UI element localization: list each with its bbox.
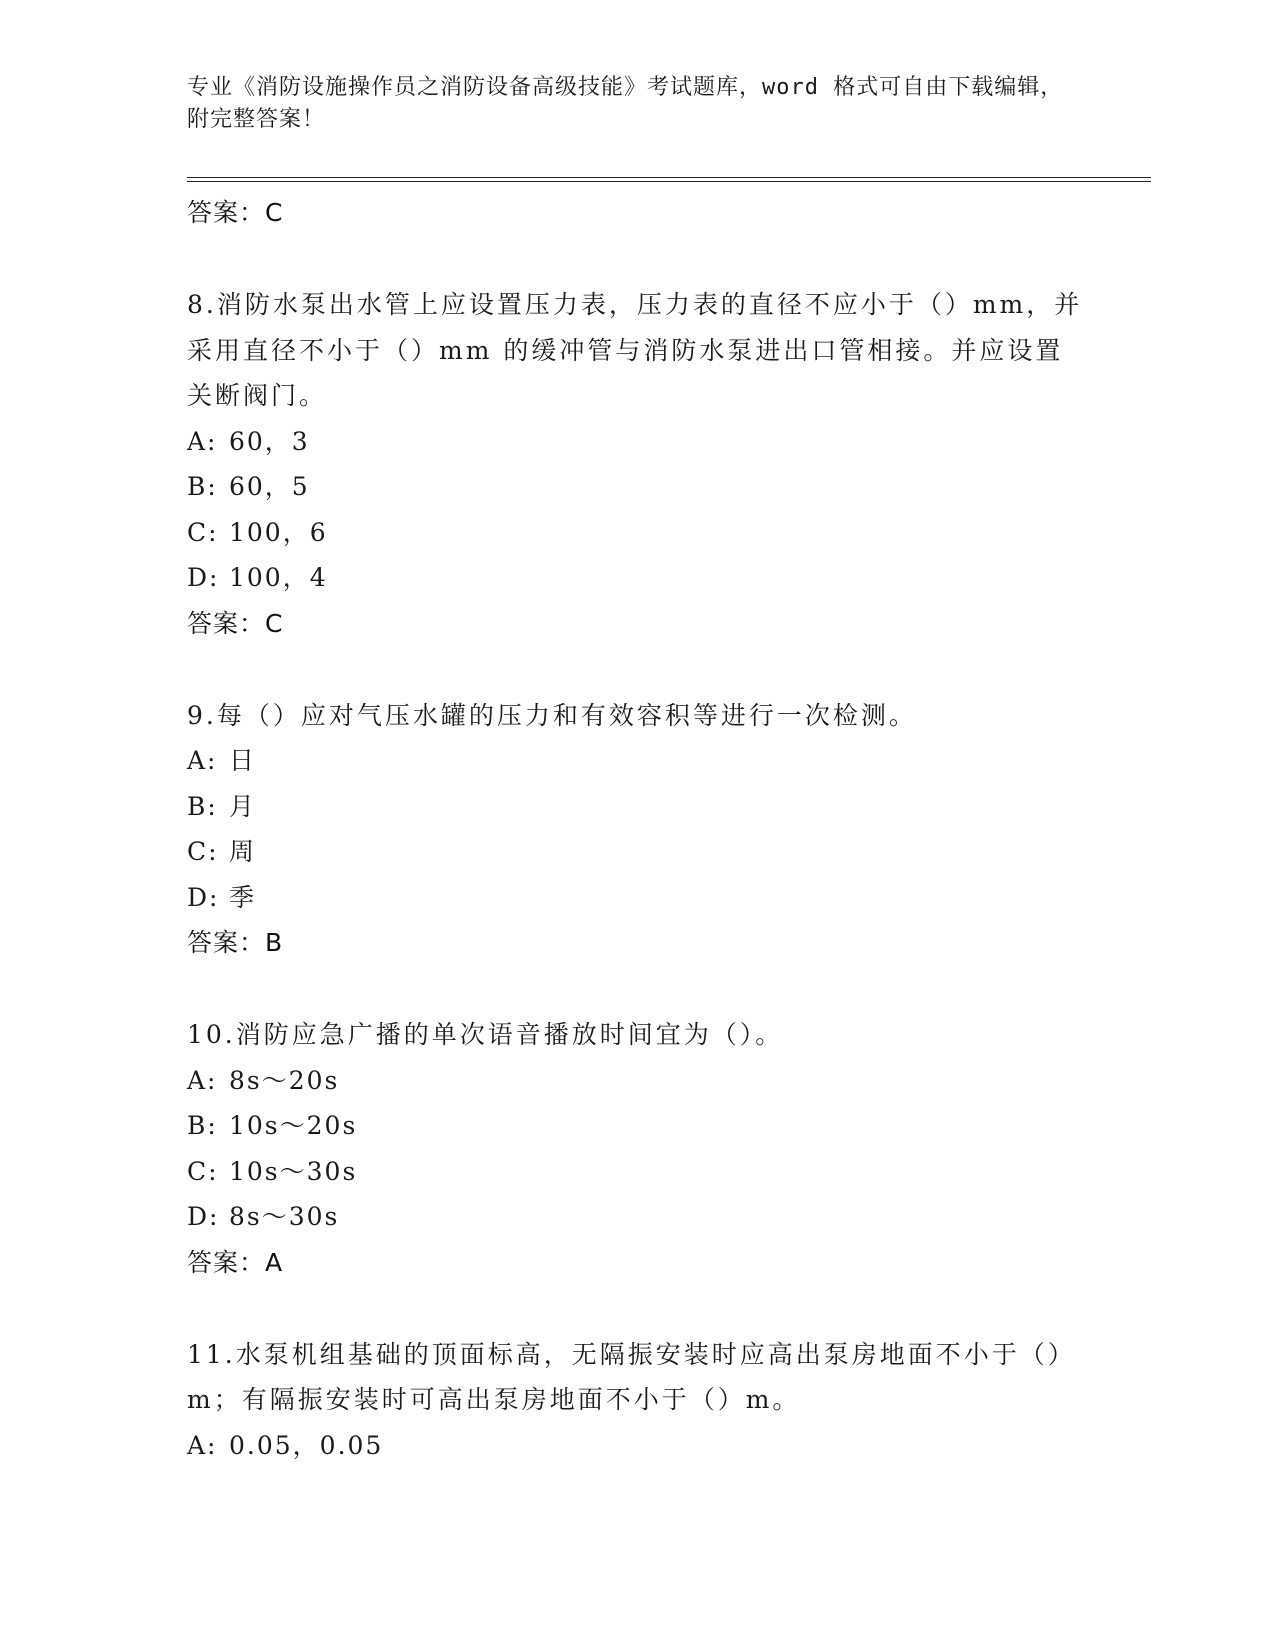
- answer-line: 答案：B: [187, 928, 284, 957]
- answer-line: 答案：A: [187, 1247, 284, 1277]
- option-c: [187, 1149, 1087, 1195]
- option-text: 季: [229, 882, 257, 912]
- option-a: [187, 1423, 1087, 1469]
- option-text: 10s～30s: [229, 1156, 358, 1186]
- option-key: D:: [187, 1202, 220, 1231]
- option-d: [187, 555, 1087, 601]
- option-text: 月: [229, 791, 257, 821]
- option-d: [187, 875, 1087, 921]
- question-stem: 10.消防应急广播的单次语音播放时间宜为（）。: [187, 1020, 784, 1049]
- option-b: [187, 1103, 1087, 1149]
- option-text: 8s～30s: [229, 1202, 340, 1231]
- option-a: [187, 1058, 1087, 1104]
- option-key: C:: [187, 1156, 219, 1186]
- question-9: [187, 693, 1087, 967]
- question-stem: 9.每（）应对气压水罐的压力和有效容积等进行一次检测。: [187, 700, 917, 730]
- option-text: 0.05，0.05: [229, 1430, 384, 1460]
- page-header-text: 专业《消防设施操作员之消防设备高级技能》考试题库，word 格式可自由下载编辑，附完整答案！: [187, 75, 1064, 132]
- option-key: B:: [187, 1111, 218, 1140]
- option-key: A:: [187, 426, 218, 456]
- question-11: [187, 1332, 1087, 1469]
- option-text: 8s～20s: [229, 1065, 340, 1095]
- option-key: A:: [187, 1430, 218, 1460]
- option-key: B:: [187, 791, 218, 821]
- header-double-rule: [187, 177, 1151, 182]
- option-key: A:: [187, 1065, 218, 1095]
- document-content: [187, 190, 1087, 1468]
- option-b: [187, 464, 1087, 510]
- option-a: [187, 738, 1087, 784]
- option-key: C:: [187, 837, 219, 866]
- question-10: [187, 1012, 1087, 1286]
- option-key: A:: [187, 746, 218, 775]
- answer-line: 答案：C: [187, 198, 284, 227]
- option-text: 10s～20s: [229, 1111, 358, 1140]
- option-text: 周: [229, 837, 257, 866]
- option-text: 60，5: [229, 472, 310, 501]
- option-key: D:: [187, 882, 220, 912]
- option-c: [187, 510, 1087, 556]
- option-c: [187, 829, 1087, 875]
- option-text: 100，6: [229, 517, 328, 547]
- option-key: D:: [187, 563, 220, 592]
- question-stem: 8.消防水泵出水管上应设置压力表，压力表的直径不应小于（）mm，并采用直径不小于（）mm 的缓冲管与消防水泵进出口管相接。并应设置关断阀门。: [187, 290, 1083, 410]
- option-b: [187, 784, 1087, 830]
- question-8: [187, 282, 1087, 647]
- answer-line: 答案：C: [187, 608, 284, 638]
- option-text: 100，4: [229, 563, 328, 592]
- option-key: C:: [187, 517, 219, 547]
- option-d: [187, 1194, 1087, 1240]
- option-a: [187, 419, 1087, 465]
- option-text: 日: [229, 746, 257, 775]
- option-text: 60，3: [229, 426, 310, 456]
- option-key: B:: [187, 472, 218, 501]
- question-stem: 11.水泵机组基础的顶面标高，无隔振安装时应高出泵房地面不小于（）m；有隔振安装时可高出泵房地面不小于（）m。: [187, 1339, 1076, 1414]
